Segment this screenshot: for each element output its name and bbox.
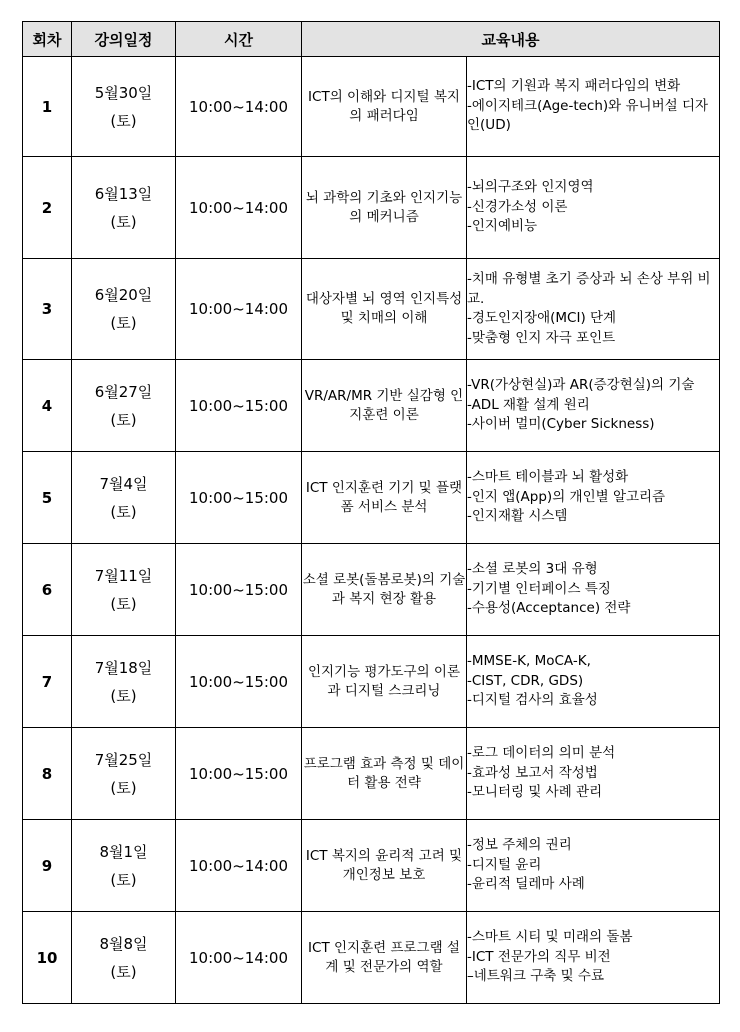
- lecture-date-cell: [72, 544, 176, 636]
- content-item: -ICT 전문가의 직무 비전: [467, 948, 611, 965]
- content-item: -기기별 인터페이스 특징: [467, 580, 611, 597]
- lecture-weekday: (토): [110, 962, 137, 981]
- session-number: 1: [23, 57, 72, 157]
- session-number: 9: [23, 820, 72, 912]
- table-row: [23, 728, 720, 820]
- lecture-title: ICT 복지의 윤리적 고려 및 개인정보 보호: [302, 820, 467, 912]
- lecture-date: 8월8일: [99, 934, 148, 953]
- lecture-content: [467, 157, 720, 259]
- session-number: 3: [23, 259, 72, 360]
- lecture-time: 10:00~14:00: [176, 157, 302, 259]
- lecture-date: 7월25일: [94, 750, 153, 769]
- content-item: -VR(가상현실)과 AR(증강현실)의 기술: [467, 377, 695, 394]
- lecture-date: 7월4일: [99, 474, 148, 493]
- session-number: 8: [23, 728, 72, 820]
- lecture-content: [467, 452, 720, 544]
- lecture-title: ICT 인지훈련 기기 및 플랫폼 서비스 분석: [302, 452, 467, 544]
- table-row: [23, 636, 720, 728]
- content-item: -인지예비능: [467, 218, 538, 235]
- lecture-date-cell: [72, 360, 176, 452]
- lecture-title: ICT 인지훈련 프로그램 설계 및 전문가의 역할: [302, 912, 467, 1004]
- header-time: 시간: [176, 22, 302, 57]
- lecture-time: 10:00~14:00: [176, 259, 302, 360]
- session-number: 7: [23, 636, 72, 728]
- content-item: -치매 유형별 초기 증상과 뇌 손상 부위 비교.: [467, 271, 711, 307]
- session-number: 10: [23, 912, 72, 1004]
- table-row: [23, 360, 720, 452]
- lecture-weekday: (토): [110, 410, 137, 429]
- session-number: 6: [23, 544, 72, 636]
- lecture-date-cell: [72, 157, 176, 259]
- lecture-title: 대상자별 뇌 영역 인지특성 및 치매의 이해: [302, 259, 467, 360]
- content-item: -로그 데이터의 의미 분석: [467, 745, 616, 762]
- content-item: -사이버 멀미(Cyber Sickness): [467, 416, 655, 433]
- lecture-content: [467, 636, 720, 728]
- content-item: -ICT의 기원과 복지 패러다임의 변화: [467, 78, 681, 95]
- lecture-content: [467, 544, 720, 636]
- lecture-title: VR/AR/MR 기반 실감형 인지훈련 이론: [302, 360, 467, 452]
- content-item: -뇌의구조와 인지영역: [467, 179, 594, 196]
- lecture-title: 소셜 로봇(돌봄로봇)의 기술과 복지 현장 활용: [302, 544, 467, 636]
- lecture-weekday: (토): [110, 212, 137, 231]
- lecture-content: [467, 912, 720, 1004]
- lecture-date: 6월27일: [94, 382, 153, 401]
- lecture-date-cell: [72, 728, 176, 820]
- table-row: [23, 57, 720, 157]
- content-item: -효과성 보고서 작성법: [467, 764, 598, 781]
- content-item: -맞춤형 인지 자극 포인트: [467, 329, 616, 346]
- lecture-title: 뇌 과학의 기초와 인지기능의 메커니즘: [302, 157, 467, 259]
- lecture-date: 7월18일: [94, 658, 153, 677]
- lecture-time: 10:00~15:00: [176, 728, 302, 820]
- lecture-title: 프로그램 효과 측정 및 데이터 활용 전략: [302, 728, 467, 820]
- session-number: 5: [23, 452, 72, 544]
- content-item: -MMSE-K, MoCA-K,: [467, 653, 591, 670]
- table-row: [23, 820, 720, 912]
- lecture-date: 7월11일: [94, 566, 153, 585]
- lecture-date-cell: [72, 912, 176, 1004]
- table-header: [23, 22, 720, 57]
- content-item: -디지털 윤리: [467, 856, 542, 873]
- lecture-date-cell: [72, 57, 176, 157]
- lecture-content: [467, 728, 720, 820]
- content-item: -인지 앱(App)의 개인별 알고리즘: [467, 488, 666, 505]
- lecture-date: 5월30일: [94, 83, 153, 102]
- content-item: -윤리적 딜레마 사례: [467, 876, 585, 893]
- header-lecture-date: 강의일정: [72, 22, 176, 57]
- lecture-content: [467, 820, 720, 912]
- table-row: [23, 544, 720, 636]
- content-item: -신경가소성 이론: [467, 198, 568, 215]
- lecture-time: 10:00~14:00: [176, 820, 302, 912]
- lecture-time: 10:00~14:00: [176, 57, 302, 157]
- content-item: -에이지테크(Age-tech)와 유니버설 디자인(UD): [467, 97, 709, 134]
- table-row: [23, 912, 720, 1004]
- lecture-weekday: (토): [110, 111, 137, 130]
- lecture-weekday: (토): [110, 502, 137, 521]
- lecture-time: 10:00~14:00: [176, 912, 302, 1004]
- lecture-date-cell: [72, 452, 176, 544]
- content-item: -ADL 재활 설계 원리: [467, 396, 590, 413]
- session-number: 2: [23, 157, 72, 259]
- lecture-time: 10:00~15:00: [176, 452, 302, 544]
- lecture-time: 10:00~15:00: [176, 360, 302, 452]
- table-row: [23, 157, 720, 259]
- lecture-time: 10:00~15:00: [176, 544, 302, 636]
- lecture-date: 8월1일: [99, 842, 148, 861]
- content-item: -스마트 시티 및 미래의 돌봄: [467, 929, 633, 946]
- lecture-date: 6월20일: [94, 286, 153, 304]
- lecture-date-cell: [72, 820, 176, 912]
- content-item: -인지재활 시스템: [467, 508, 568, 525]
- table-row: [23, 259, 720, 360]
- lecture-date: 6월13일: [94, 184, 153, 203]
- table-row: [23, 452, 720, 544]
- lecture-date-cell: [72, 259, 176, 360]
- header-course-content: 교육내용: [302, 22, 720, 57]
- content-item: -경도인지장애(MCI) 단계: [467, 310, 617, 326]
- lecture-weekday: (토): [110, 778, 137, 797]
- lecture-content: [467, 360, 720, 452]
- content-item: -디지털 검사의 효율성: [467, 692, 598, 709]
- lecture-title: 인지기능 평가도구의 이론과 디지털 스크리닝: [302, 636, 467, 728]
- content-item: –네트워크 구축 및 수료: [467, 968, 604, 985]
- lecture-title: ICT의 이해와 디지털 복지의 패러다임: [302, 57, 467, 157]
- header-session-no: 회차: [23, 22, 72, 57]
- header-row: [23, 22, 720, 57]
- content-item: -CIST, CDR, GDS): [467, 672, 584, 689]
- lecture-schedule-table: [22, 21, 720, 1004]
- lecture-content: [467, 57, 720, 157]
- lecture-weekday: (토): [110, 314, 137, 332]
- lecture-weekday: (토): [110, 594, 137, 613]
- table-body: [23, 57, 720, 1004]
- lecture-time: 10:00~15:00: [176, 636, 302, 728]
- content-item: -소셜 로봇의 3대 유형: [467, 561, 598, 578]
- session-number: 4: [23, 360, 72, 452]
- content-item: -정보 주체의 권리: [467, 837, 572, 854]
- lecture-weekday: (토): [110, 870, 137, 889]
- lecture-weekday: (토): [110, 686, 137, 705]
- lecture-content: [467, 259, 720, 360]
- content-item: -수용성(Acceptance) 전략: [467, 600, 631, 617]
- content-item: -스마트 테이블과 뇌 활성화: [467, 469, 629, 486]
- lecture-date-cell: [72, 636, 176, 728]
- content-item: -모니터링 및 사례 관리: [467, 784, 603, 801]
